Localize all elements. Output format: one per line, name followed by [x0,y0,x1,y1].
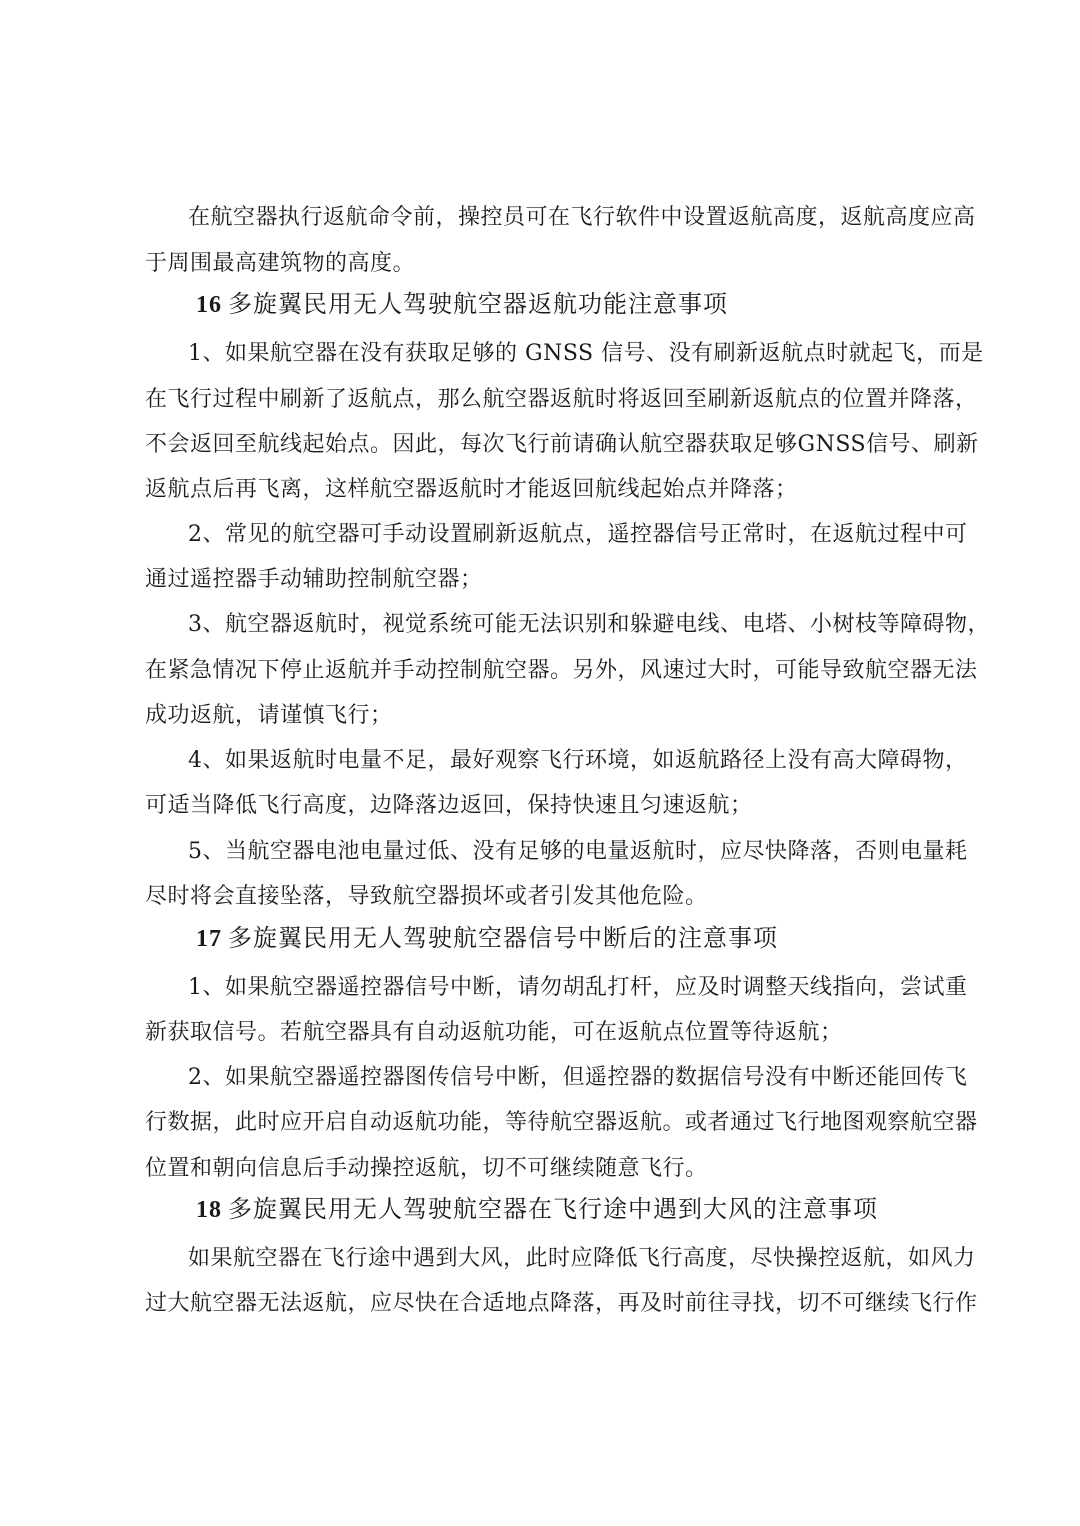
paragraph-line: 在飞行过程中刷新了返航点，那么航空器返航时将返回至刷新返航点的位置并降落， [145,387,978,412]
paragraph-line: 成功返航，请谨慎飞行； [145,703,393,728]
paragraph-line: 通过遥控器手动辅助控制航空器； [145,567,483,592]
section-heading [196,922,778,955]
paragraph-line: 如果航空器在飞行途中遇到大风，此时应降低飞行高度，尽快操控返航，如风力 [188,1246,976,1271]
paragraph-line: 位置和朝向信息后手动操控返航，切不可继续随意飞行。 [145,1156,708,1181]
section-heading [196,1193,878,1226]
heading-number: 18 [196,1197,222,1223]
heading-text: 多旋翼民用无人驾驶航空器信号中断后的注意事项 [228,924,778,952]
section-heading [196,288,728,321]
heading-number: 16 [196,292,222,318]
paragraph-line: 不会返回至航线起始点。因此，每次飞行前请确认航空器获取足够GNSS信号、刷新 [145,432,979,457]
paragraph-line: 5、当航空器电池电量过低、没有足够的电量返航时，应尽快降落，否则电量耗 [188,839,968,864]
paragraph-line: 行数据，此时应开启自动返航功能，等待航空器返航。或者通过飞行地图观察航空器 [145,1110,978,1135]
paragraph-line: 尽时将会直接坠落，导致航空器损坏或者引发其他危险。 [145,884,708,909]
heading-number: 17 [196,926,222,952]
paragraph-line: 2、如果航空器遥控器图传信号中断，但遥控器的数据信号没有中断还能回传飞 [188,1065,968,1090]
paragraph-line: 1、如果航空器遥控器信号中断，请勿胡乱打杆，应及时调整天线指向，尝试重 [188,975,968,1000]
paragraph-line: 可适当降低飞行高度，边降落边返回，保持快速且匀速返航； [145,793,753,818]
paragraph-line: 在航空器执行返航命令前，操控员可在飞行软件中设置返航高度，返航高度应高 [188,205,976,230]
paragraph-line: 3、航空器返航时，视觉系统可能无法识别和躲避电线、电塔、小树枝等障碍物， [188,612,990,637]
paragraph-line: 新获取信号。若航空器具有自动返航功能，可在返航点位置等待返航； [145,1020,843,1045]
paragraph-line: 过大航空器无法返航，应尽快在合适地点降落，再及时前往寻找，切不可继续飞行作 [145,1291,978,1316]
paragraph-line: 1、如果航空器在没有获取足够的 GNSS 信号、没有刷新返航点时就起飞，而是 [188,341,984,366]
paragraph-line: 于周围最高建筑物的高度。 [145,251,416,276]
heading-text: 多旋翼民用无人驾驶航空器在飞行途中遇到大风的注意事项 [228,1195,878,1223]
paragraph-line: 在紧急情况下停止返航并手动控制航空器。另外，风速过大时，可能导致航空器无法 [145,658,978,683]
heading-text: 多旋翼民用无人驾驶航空器返航功能注意事项 [228,290,728,318]
paragraph-line: 4、如果返航时电量不足，最好观察飞行环境，如返航路径上没有高大障碍物， [188,748,968,773]
paragraph-line: 2、常见的航空器可手动设置刷新返航点，遥控器信号正常时，在返航过程中可 [188,522,968,547]
paragraph-line: 返航点后再飞离，这样航空器返航时才能返回航线起始点并降落； [145,477,798,502]
